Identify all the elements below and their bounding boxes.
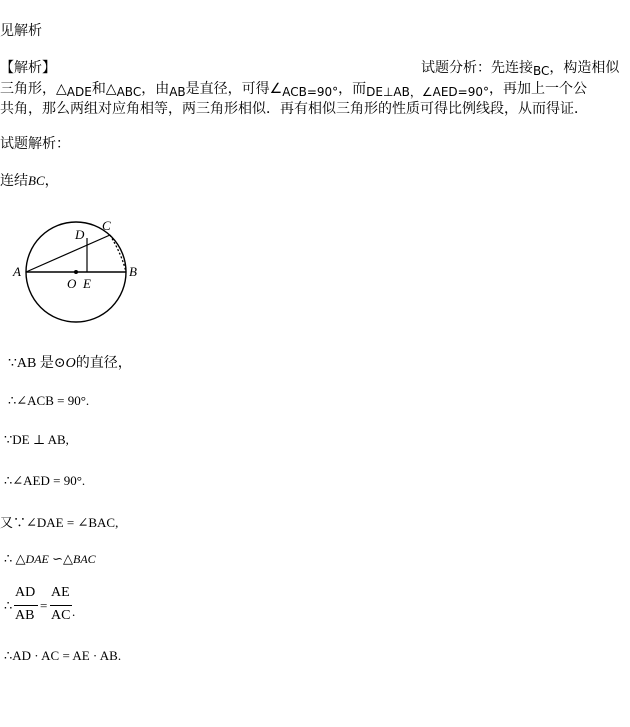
fraction-left — [14, 585, 40, 627]
analysis-bracket-title: 【解析】 — [0, 60, 56, 76]
analysis-tri-abc: ABC — [116, 85, 142, 99]
solution-connect — [0, 170, 59, 190]
chord-ac — [26, 235, 110, 272]
proof-step-5: 又∵∠DAE = ∠BAC, — [0, 515, 119, 530]
analysis-seg-bc: BC — [533, 64, 550, 78]
fraction-left-denominator: AB — [15, 608, 35, 623]
analysis-comma-er: ，而 — [338, 81, 367, 97]
proof-step-4: ∴∠AED = 90°. — [4, 473, 86, 488]
analysis-seg-ab: AB — [169, 85, 186, 99]
analysis-angle-acb: ACB=90° — [282, 85, 339, 99]
proof-step-8: ∴AD · AC = AE · AB. — [4, 648, 122, 663]
fraction-right-numerator: AE — [51, 585, 70, 600]
answer-title: 见解析 — [0, 23, 42, 39]
solution-connect-word: 连结 — [0, 173, 28, 189]
label-a: A — [13, 264, 21, 279]
proof-s6-prefix: ∴ △ — [4, 551, 26, 566]
label-b: B — [129, 264, 137, 279]
proof-step-3: ∵DE ⊥ AB, — [4, 432, 69, 447]
analysis-is-diameter: 是直径，可得∠ — [185, 81, 283, 97]
proof-s1-o: O — [65, 356, 76, 371]
analysis-after-bc: ，构造相似 — [549, 60, 620, 76]
circle-diagram — [0, 210, 160, 335]
solution-heading: 试题解析： — [0, 136, 70, 152]
analysis-intro — [421, 57, 619, 77]
segment-bc-dashed — [110, 235, 126, 272]
proof-step-6 — [4, 551, 96, 567]
analysis-and-word: 和△ — [91, 81, 117, 97]
proof-s7-therefore: ∴ — [4, 598, 13, 613]
proof-s6-sim: ∽△ — [48, 551, 73, 566]
proof-s1-tail: 的直径， — [75, 356, 132, 371]
analysis-line2-tail: ，再加上一个公 — [489, 81, 587, 97]
label-e: E — [83, 276, 91, 291]
center-dot — [74, 270, 78, 274]
analysis-by-word: ，由 — [141, 81, 170, 97]
solution-connect-tail: ， — [44, 173, 59, 189]
analysis-line2-part1: 三角形，△ — [0, 81, 67, 97]
proof-step-1 — [8, 352, 132, 372]
analysis-line-3: 共角，那么两组对应角相等，两三角形相似．再有相似三角形的性质可得比例线段，从而得证． — [0, 101, 588, 117]
proof-s6-dae: DAE — [25, 552, 49, 566]
analysis-perp-text: DE⊥AB，∠AED=90° — [366, 85, 489, 99]
fraction-left-numerator: AD — [15, 585, 36, 600]
analysis-line-2 — [0, 78, 587, 98]
proof-s6-bac: BAC — [73, 552, 96, 566]
fraction-right-bar — [50, 605, 72, 606]
analysis-intro-label: 试题分析：先连接 — [421, 60, 533, 76]
proof-s7-equals: = — [40, 598, 48, 613]
solution-connect-seg: BC — [28, 173, 45, 188]
fraction-right-denominator: AC — [51, 608, 71, 623]
analysis-tri-ade: ADE — [66, 85, 92, 99]
proof-s1-because: ∵AB 是⊙ — [8, 356, 66, 371]
fraction-left-bar — [14, 605, 38, 606]
label-o: O — [67, 276, 77, 291]
proof-step-2: ∴∠ACB = 90°. — [8, 393, 90, 408]
label-d: D — [75, 227, 85, 242]
label-c: C — [102, 218, 111, 233]
proof-s7-dot: . — [72, 604, 76, 619]
